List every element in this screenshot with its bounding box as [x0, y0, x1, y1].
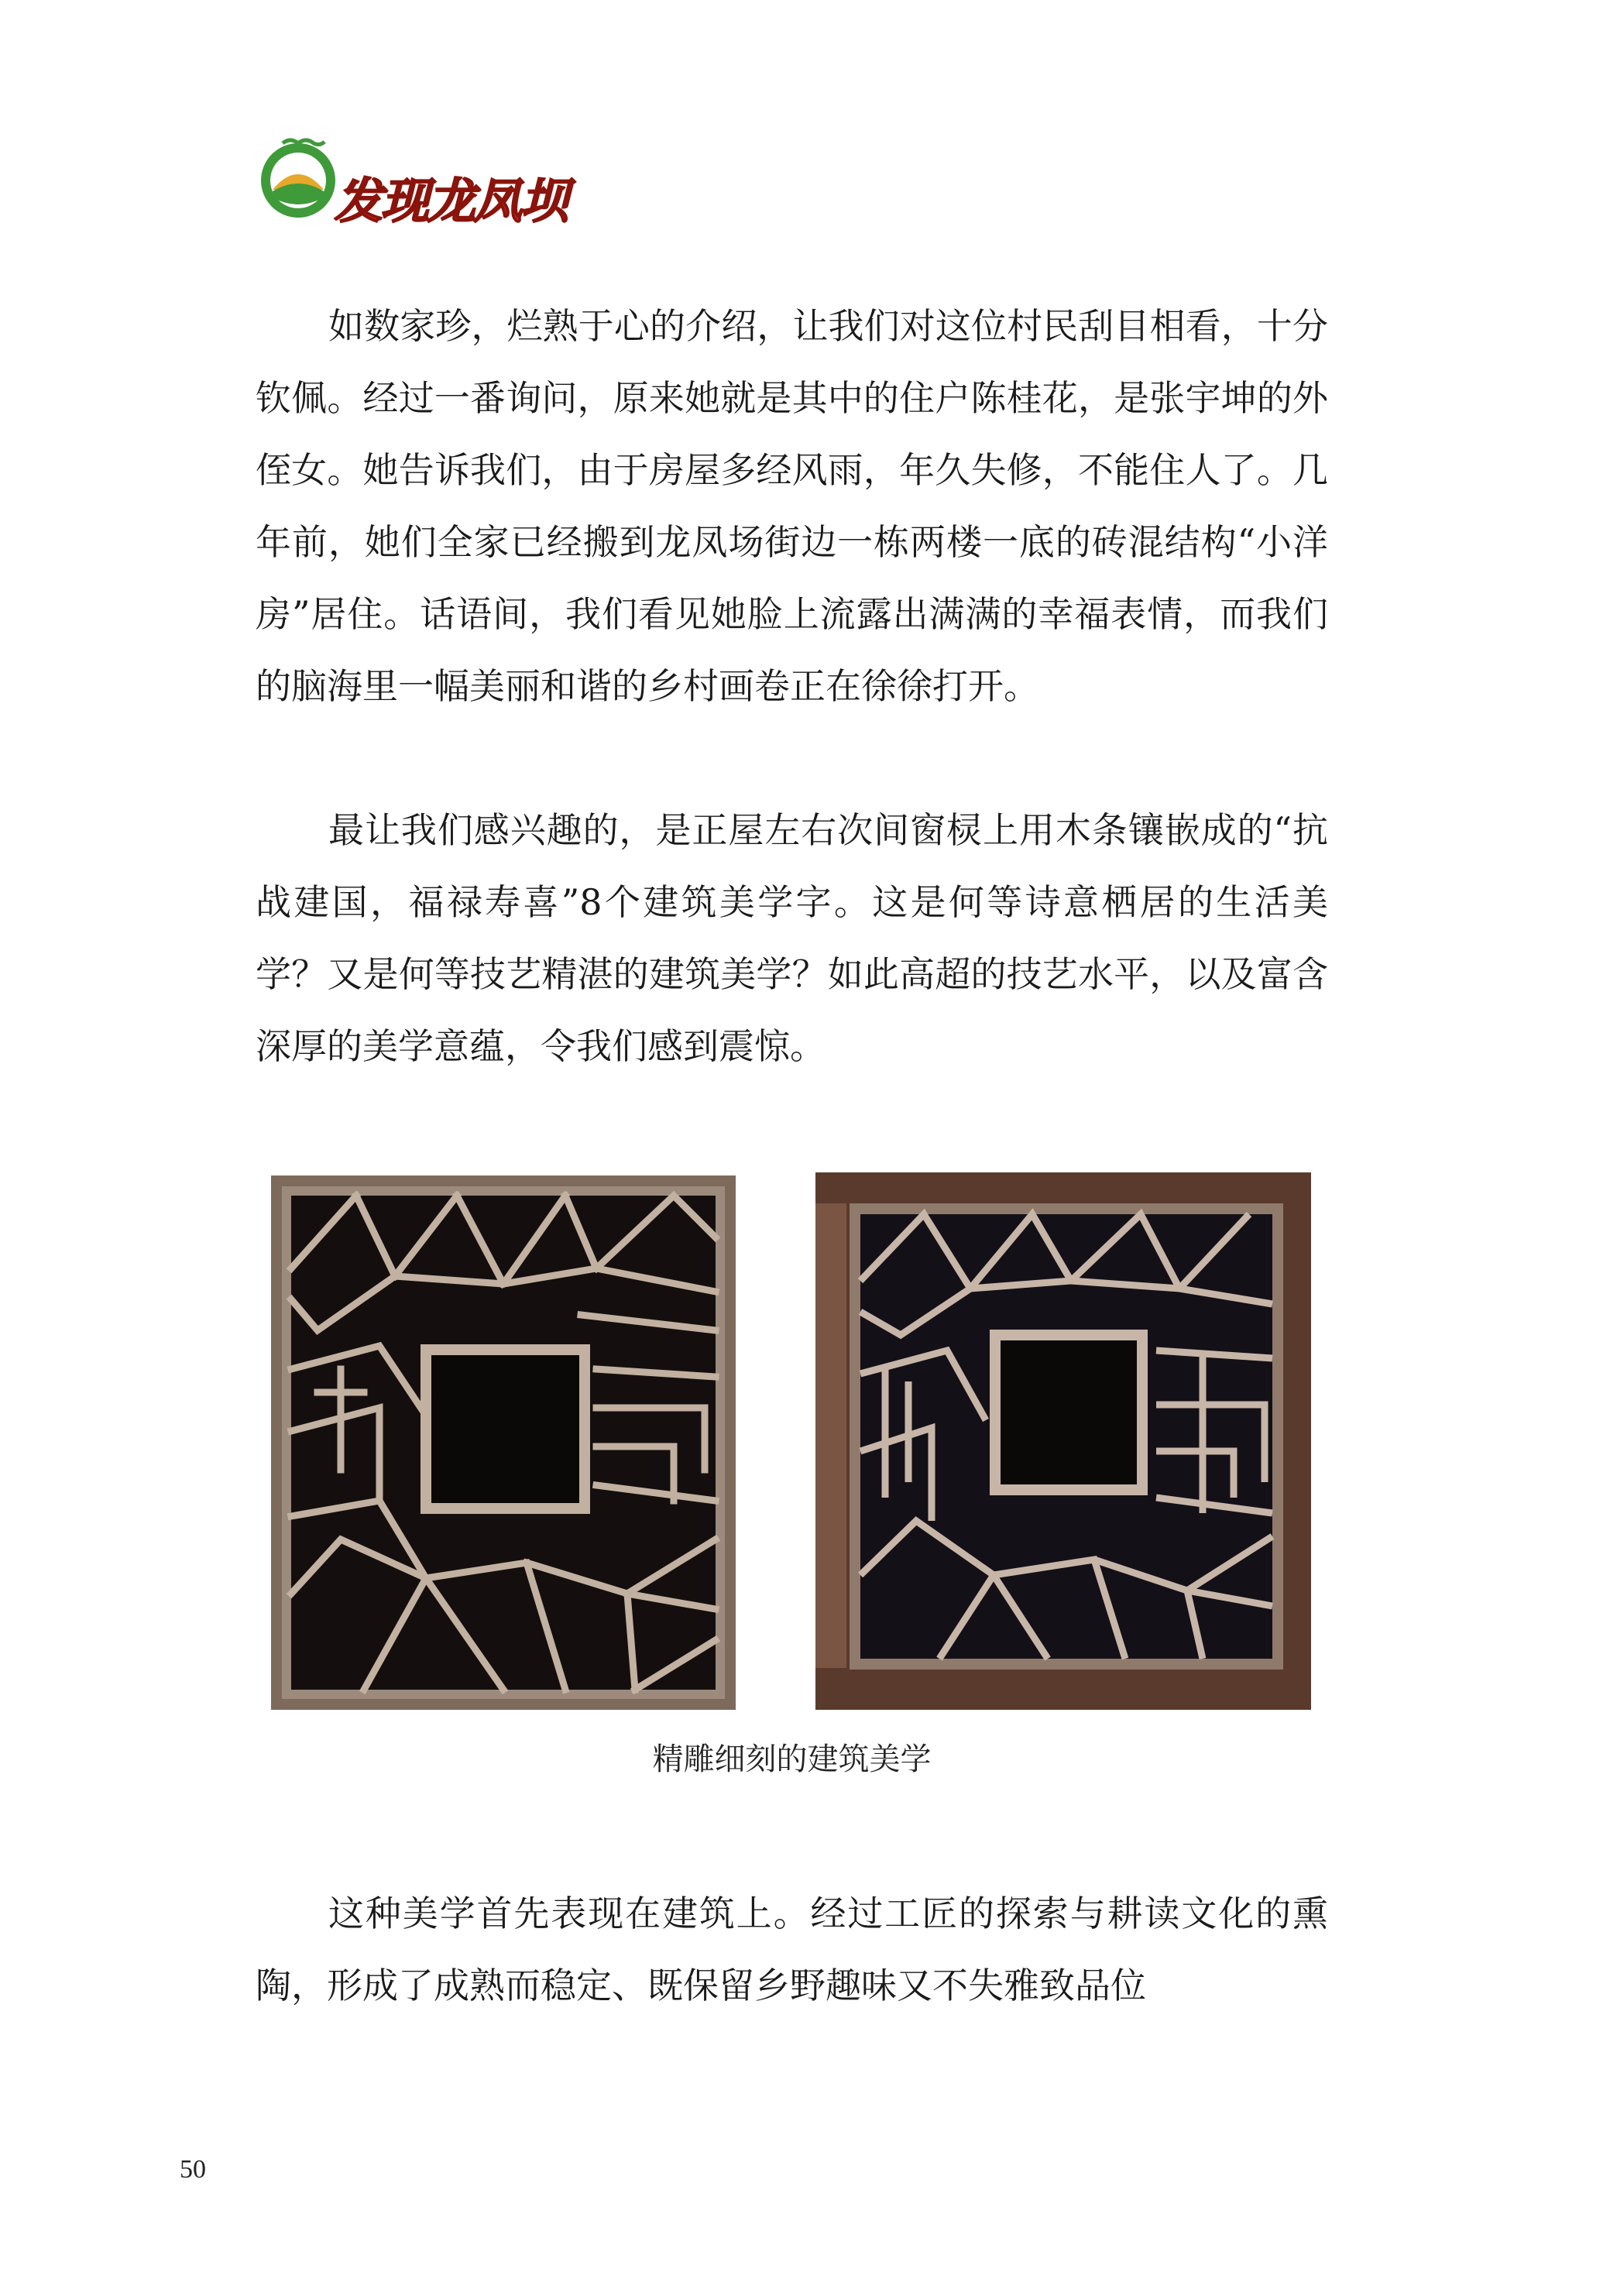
body-paragraph-1: 如数家珍，烂熟于心的介绍，让我们对这位村民刮目相看，十分钦佩。经过一番询问，原来她就是其中的住户陈桂花，是张宇坤的外侄女。她告诉我们，由于房屋多经风雨，年久失修，不能住人了。几年前，她们全家已经搬到龙凤场街边一栋两楼一底的砖混结构“小洋房”居住。话语间，我们看见她脸上流露出满满的幸福表情，而我们的脑海里一幅美丽和谐的乡村画卷正在徐徐打开。 [256, 305, 1328, 707]
book-title: 发现龙凤坝 [335, 173, 568, 229]
book-header [256, 128, 604, 236]
page-number: 50 [180, 2155, 206, 2184]
figure-caption: 精雕细刻的建筑美学 [652, 1742, 932, 1777]
window-lattice-photo-left [271, 1175, 736, 1710]
window-lattice-photo-right [815, 1172, 1311, 1710]
body-paragraph-2: 最让我们感兴趣的，是正屋左右次间窗棂上用木条镶嵌成的“抗战建国，福禄寿喜”8个建筑美学字。这是何等诗意栖居的生活美学？又是何等技艺精湛的建筑美学？如此高超的技艺水平，以及富含深厚的美学意蕴，令我们感到震惊。 [256, 809, 1328, 1067]
body-paragraph-3: 这种美学首先表现在建筑上。经过工匠的探索与耕读文化的熏陶，形成了成熟而稳定、既保留乡野趣味又不失雅致品位 [256, 1893, 1328, 2006]
book-logo-icon [256, 136, 341, 221]
